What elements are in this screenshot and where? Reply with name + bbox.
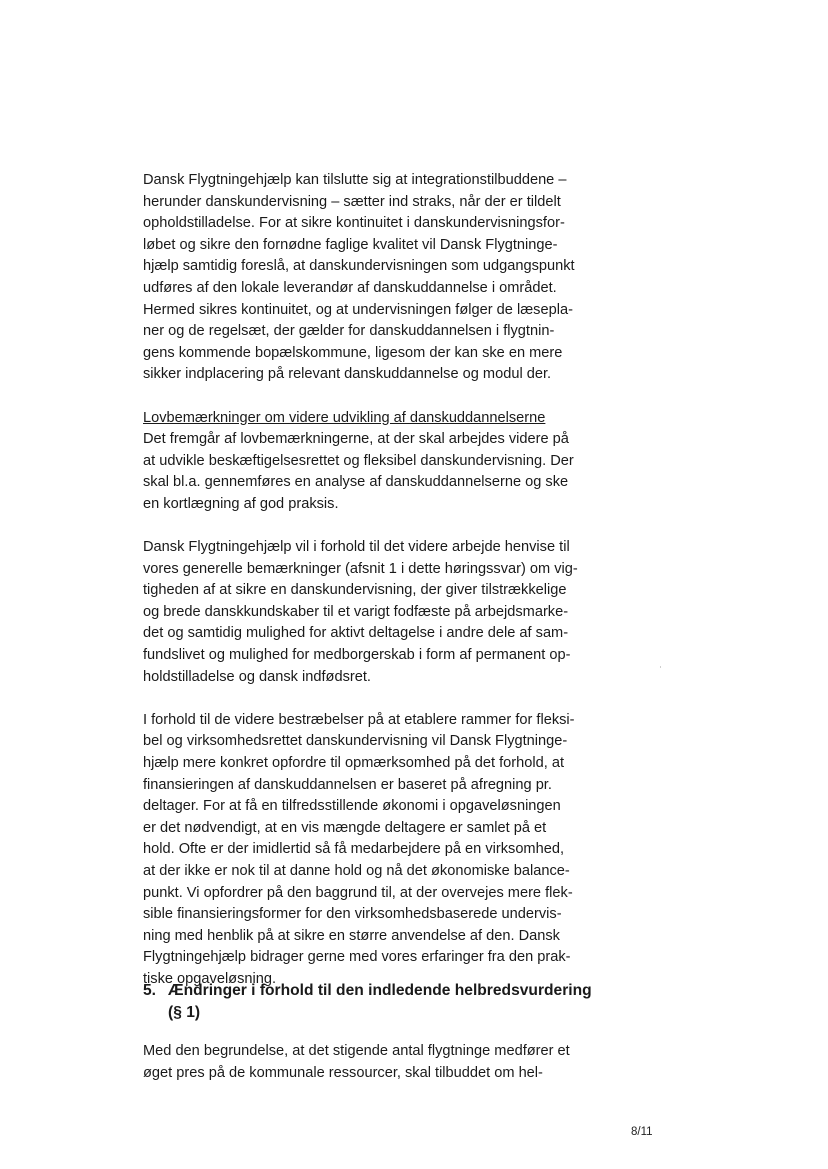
text-line: skal bl.a. gennemføres en analyse af danskuddannelserne og ske <box>143 474 569 491</box>
section-body <box>143 1041 598 1084</box>
text-line: Med den begrundelse, at det stigende antal flygtninge medfører et <box>143 1043 570 1059</box>
text-line: tigheden af at sikre en danskundervisning, der giver tilstrækkelige <box>143 582 567 599</box>
section-title-continuation: (§ 1) <box>168 1004 201 1021</box>
underlined-subheading: Lovbemærkninger om videre udvikling af danskuddannelserne <box>143 409 546 426</box>
text-line: det og samtidig mulighed for aktivt deltagelse i andre dele af sam- <box>143 625 569 642</box>
text-line: og brede danskkundskaber til et varigt fodfæste på arbejdsmarke- <box>143 603 569 620</box>
section-number: 5. <box>143 982 157 999</box>
section-title: Ændringer i forhold til den indledende helbredsvurdering <box>168 982 592 999</box>
text-line: herunder danskundervisning – sætter ind straks, når der er tildelt <box>143 193 561 210</box>
text-line: punkt. Vi opfordrer på den baggrund til, at der overvejes mere flek- <box>143 884 573 901</box>
text-line: hold. Ofte er der imidlertid så få medarbejdere på en virksomhed, <box>143 841 564 858</box>
text-line: Dansk Flygtningehjælp vil i forhold til det videre arbejde henvise til <box>143 539 570 556</box>
scan-speck <box>660 666 661 668</box>
section-heading-line-1 <box>143 980 623 1002</box>
text-line: udføres af den lokale leverandør af danskuddannelse i området. <box>143 279 557 296</box>
page-number: 8/11 <box>631 1126 653 1138</box>
text-line: fundslivet og mulighed for medborgerskab i form af permanent op- <box>143 647 571 664</box>
text-line: sikker indplacering på relevant danskuddannelse og modul der. <box>143 366 552 383</box>
text-line: en kortlægning af god praksis. <box>143 495 339 512</box>
text-line: ner og de regelsæt, der gælder for danskuddannelsen i flygtnin- <box>143 323 555 340</box>
text-line: vores generelle bemærkninger (afsnit 1 i dette høringssvar) om vig- <box>143 560 578 577</box>
text-line: deltager. For at få en tilfredsstillende økonomi i opgaveløsningen <box>143 798 561 815</box>
text-line: Dansk Flygtningehjælp kan tilslutte sig at integrationstilbuddene – <box>143 172 567 188</box>
body-text <box>143 170 598 1012</box>
text-line: sible finansieringsformer for den virksomhedsbaserede undervis- <box>143 906 562 923</box>
text-line: I forhold til de videre bestræbelser på at etablere rammer for fleksi- <box>143 711 575 728</box>
text-line: gens kommende bopælskommune, ligesom der kan ske en mere <box>143 344 563 361</box>
text-line: ning med henblik på at sikre en større anvendelse af den. Dansk <box>143 927 560 944</box>
paragraph-3 <box>143 537 598 688</box>
text-line: at der ikke er nok til at danne hold og nå det økonomiske balance- <box>143 863 570 879</box>
text-line: holdstilladelse og dansk indfødsret. <box>143 668 371 685</box>
text-line: finansieringen af danskuddannelsen er baseret på afregning pr. <box>143 776 552 793</box>
section-heading <box>143 980 623 1024</box>
text-line: løbet og sikre den fornødne faglige kvalitet vil Dansk Flygtninge- <box>143 236 558 253</box>
text-line: er det nødvendigt, at en vis mængde deltagere er samlet på et <box>143 819 547 836</box>
text-line: bel og virksomhedsrettet danskundervisning vil Dansk Flygtninge- <box>143 733 568 750</box>
text-line: opholdstilladelse. For at sikre kontinuitet i danskundervisningsfor- <box>143 215 565 232</box>
text-line: tiske opgaveløsning. <box>143 970 277 987</box>
text-line: Det fremgår af lovbemærkningerne, at der skal arbejdes videre på <box>143 431 569 448</box>
text-line: Hermed sikres kontinuitet, og at undervisningen følger de læsepla- <box>143 301 573 318</box>
paragraph-1 <box>143 170 598 386</box>
paragraph-4 <box>143 710 598 991</box>
text-line: hjælp mere konkret opfordre til opmærksomhed på det forhold, at <box>143 755 564 772</box>
text-line: hjælp samtidig foreslå, at danskundervisningen som udgangspunkt <box>143 258 575 275</box>
text-line: Flygtningehjælp bidrager gerne med vores erfaringer fra den prak- <box>143 949 571 966</box>
text-line: øget pres på de kommunale ressourcer, skal tilbuddet om hel- <box>143 1064 543 1081</box>
paragraph-2 <box>143 408 598 516</box>
text-line: at udvikle beskæftigelsesrettet og fleksibel danskundervisning. Der <box>143 452 574 469</box>
